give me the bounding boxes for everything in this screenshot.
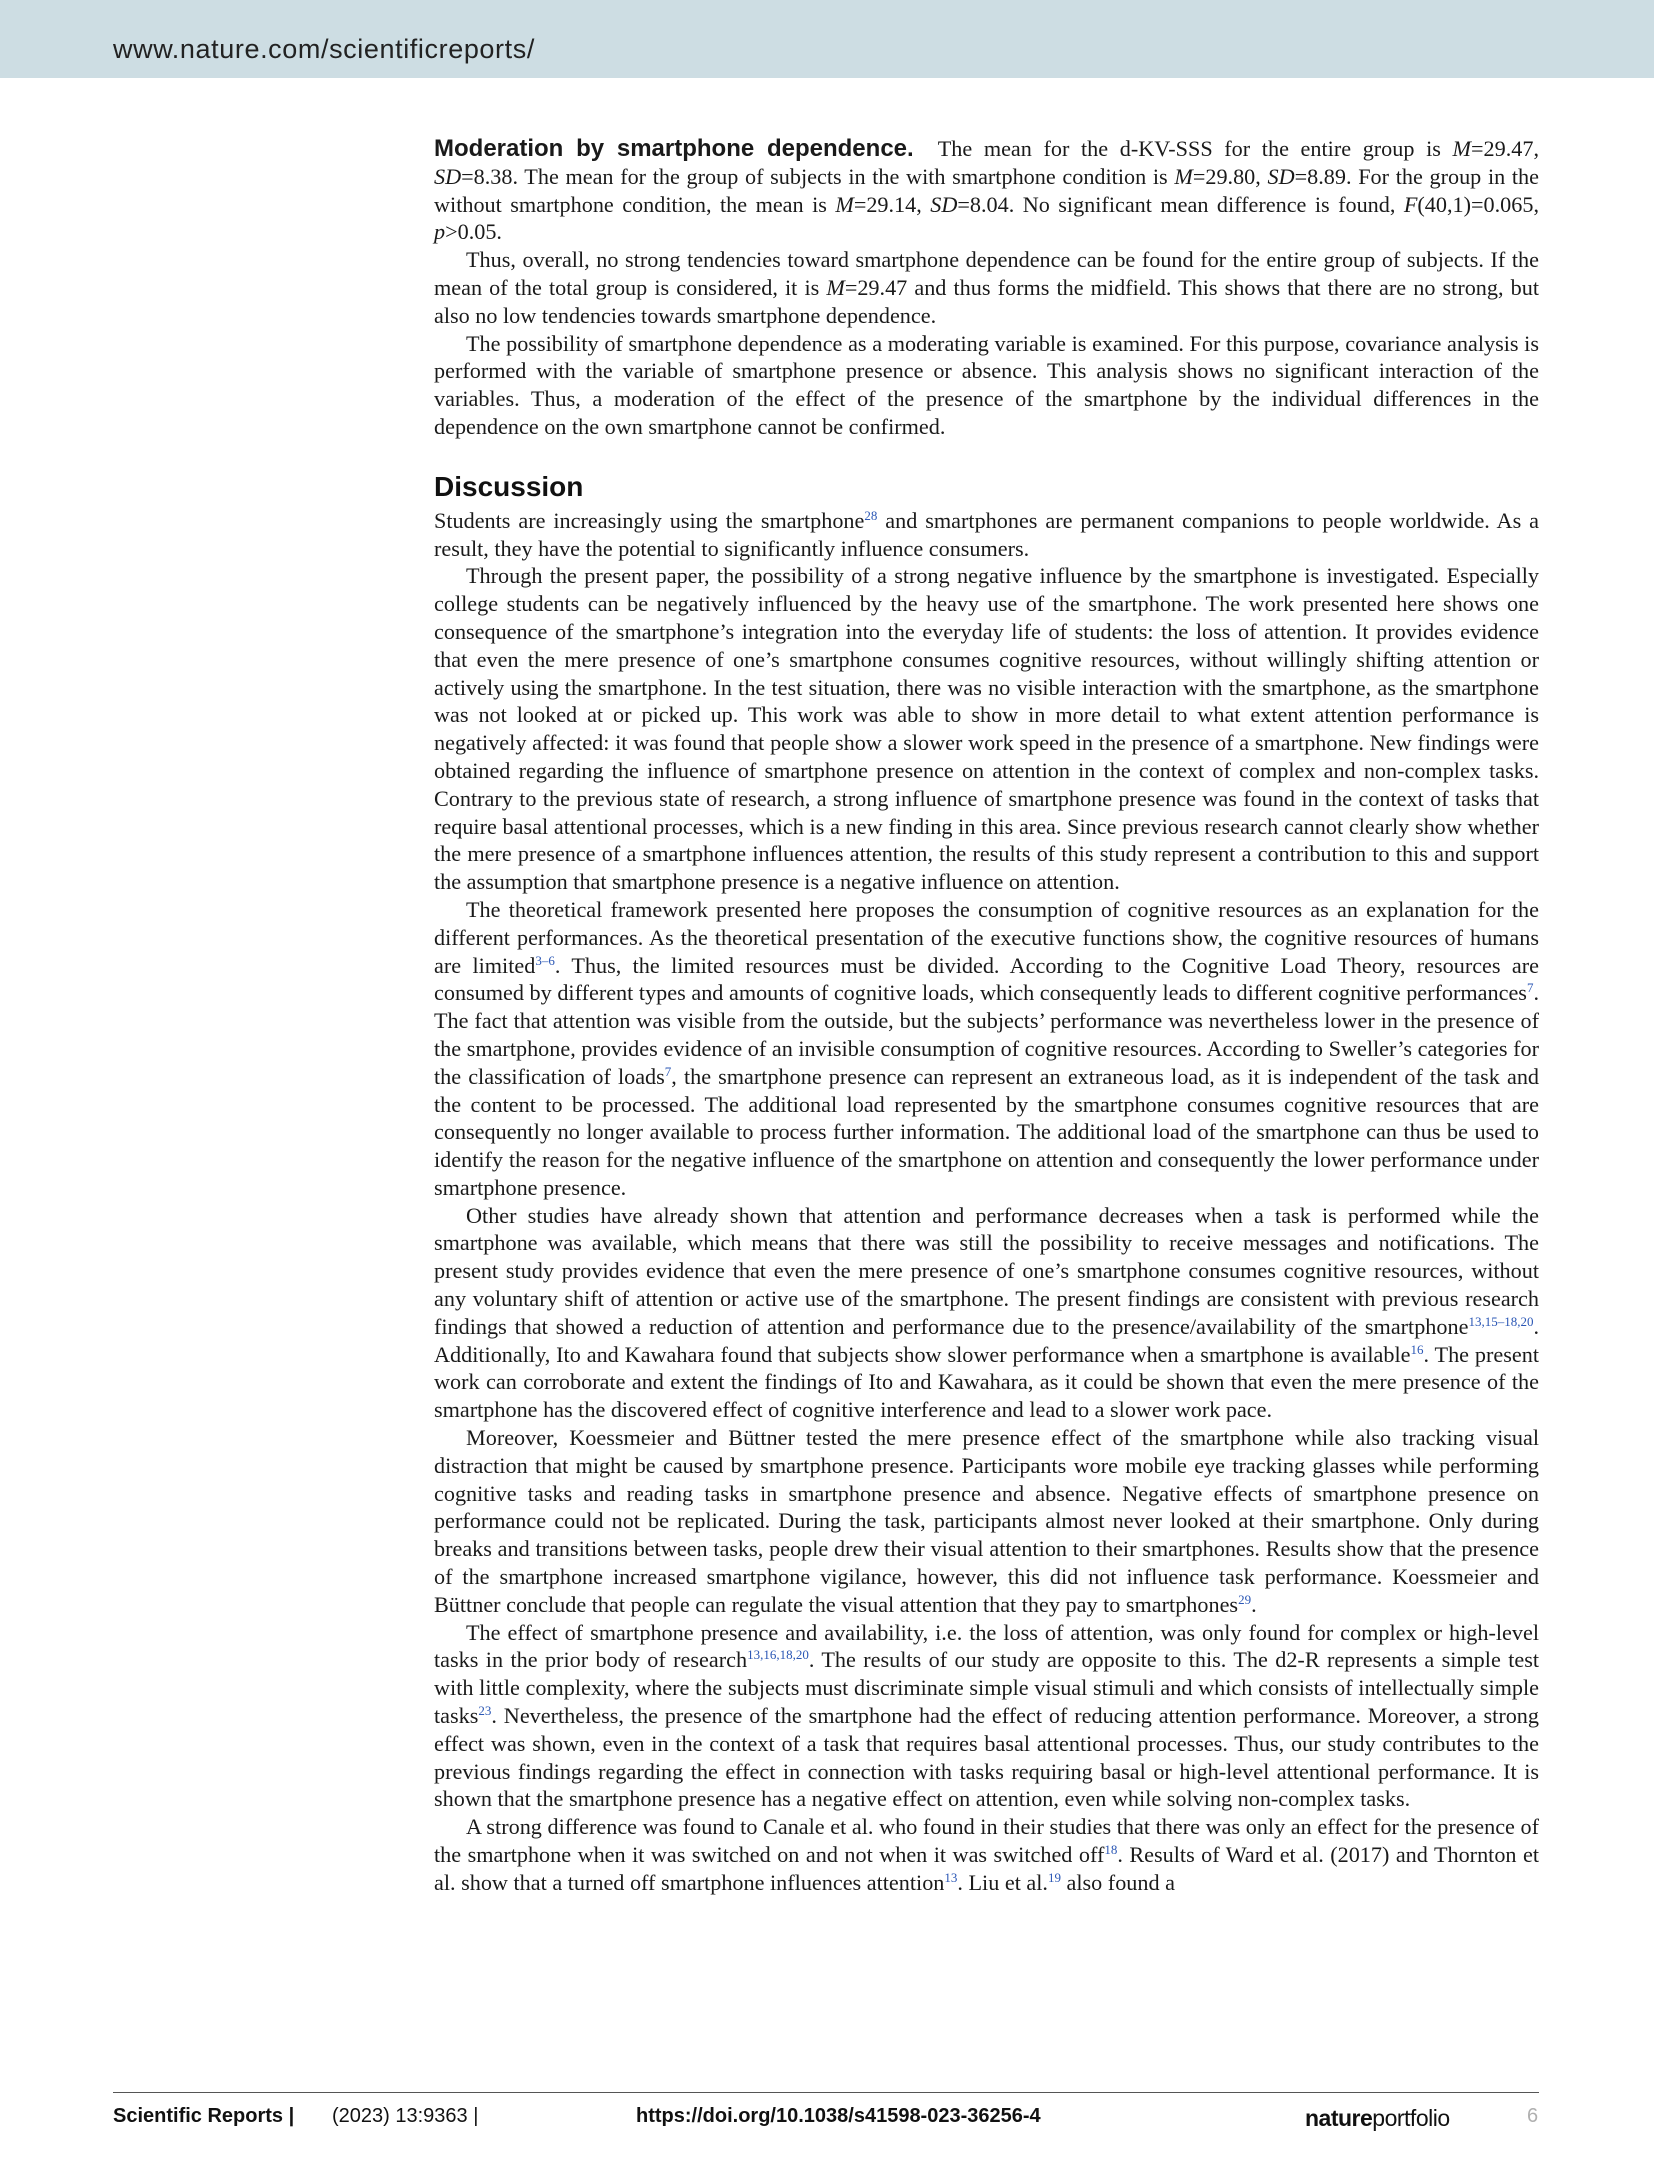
citation-link[interactable]: 28 [864,507,878,523]
header-bar [0,0,1654,78]
moderation-paragraph-3: The possibility of smartphone dependence as a moderating variable is examined. For this purpose, covariance analysis is performed with the variable of smartphone presence or absence. This analysis shows no significant interaction of the variables. Thus, a moderation of the effect of the presence of the smartphone by the individual differences in the dependence on the own smartphone cannot be confirmed. [434,330,1539,439]
citation-link[interactable]: 16 [1410,1341,1424,1357]
footer-divider [113,2092,1539,2093]
moderation-paragraph-2: Thus, overall, no strong tendencies toward smartphone dependence can be found for the entire group of subjects. If the mean of the total group is considered, it is M=29.47 and thus forms the midfield. This shows that there are no strong, but also no low tendencies towards smartphone dependence. [434,247,1539,328]
page-number: 6 [1527,2105,1539,2127]
citation-link[interactable]: 7 [1526,980,1534,996]
citation-link[interactable]: 19 [1047,1869,1061,1885]
discussion-paragraph-1: Students are increasingly using the smartphone$^{28}$ and smartphones are permanent companions to people worldwide. As a result, they have the potential to significantly influence consumers. [434,507,1540,561]
citation-link[interactable]: 29 [1238,1591,1252,1607]
discussion-paragraph-4: Other studies have already shown that attention and performance decreases when a task is performed while the smartphone was available, which means that there was still the possibility to receive messages and notifications. The present study provides evidence that even the mere presence of one’s smartphone consumes cognitive resources, without any voluntary shift of attention or active use of the smartphone. The present findings are consistent with previous research findings that showed a reduction of attention and performance due to the presence/availability of the smartphone$^{13,15-18,20}$. Additionally, Ito and Kawahara found that subjects show slower performance when a smartphone is available$^{16}$. The present work can corroborate and extent the findings of Ito and Kawahara, as it could be shown that even the mere presence of the smartphone has the discovered effect of cognitive interference and lead to a slower work pace. [434,1202,1539,1423]
site-url[interactable]: www.nature.com/scientificreports/ [113,34,535,64]
footer-journal-name: Scientific Reports | [113,2105,295,2127]
citation-link[interactable]: 13 [944,1869,958,1885]
nature-portfolio-logo: natureportfolio [1305,2105,1450,2131]
discussion-paragraph-2: Through the present paper, the possibility of a strong negative influence by the smartphone is investigated. Especially college students can be negatively influenced by the heavy use of the smartphone. The work presented here shows one consequence of the smartphone’s integration into the everyday life of students: the loss of attention. It provides evidence that even the mere presence of one’s smartphone consumes cognitive resources, without willingly shifting attention or actively using the smartphone. In the test situation, there was no visible interaction with the smartphone, as the smartphone was not looked at or picked up. This work was able to show in more detail to what extent attention performance is negatively affected: it was found that people show a slower work speed in the presence of a smartphone. New findings were obtained regarding the influence of smartphone presence on attention in the context of complex and non-complex tasks. Contrary to the previous state of research, a strong influence of smartphone presence was found in the context of tasks that require basal attentional processes, which is a new finding in this area. Since previous research cannot clearly show whether the mere presence of a smartphone influences attention, the results of this study represent a contribution to this and support the assumption that smartphone presence is a negative influence on attention. [434,563,1539,895]
citation-link[interactable]: 3–6 [535,952,555,968]
citation-link[interactable]: 13,16,18,20 [747,1647,809,1663]
discussion-paragraph-5: Moreover, Koessmeier and Büttner tested the mere presence effect of the smartphone while also tracking visual distraction that might be caused by smartphone presence. Participants wore mobile eye tracking glasses while performing cognitive tasks and reading tasks in smartphone presence and absence. Negative effects of smartphone presence on performance could not be replicated. During the task, participants almost never looked at their smartphone. Only during breaks and transitions between tasks, people drew their visual attention to their smartphones. Results show that the presence of the smartphone increased smartphone vigilance, however, this did not influence task performance. Koessmeier and Büttner conclude that people can regulate the visual attention that they pay to smartphones$^{29}$. [434,1425,1539,1617]
moderation-heading: Moderation by smartphone dependence. [434,135,914,162]
discussion-heading: Discussion [434,470,584,502]
citation-link[interactable]: 23 [478,1703,492,1719]
citation-link[interactable]: 13,15–18,20 [1468,1313,1534,1329]
footer-doi-link[interactable]: https://doi.org/10.1038/s41598-023-36256-4 [636,2105,1041,2127]
citation-link[interactable]: 18 [1104,1842,1118,1858]
article-body [434,135,1539,1897]
discussion-paragraph-6: The effect of smartphone presence and availability, i.e. the loss of attention, was only found for complex or high-level tasks in the prior body of research$^{13,16,18,20}$. The results of our study are opposite to this. The d2-R represents a simple test with little complexity, where the subjects must discriminate simple visual stimuli and which consists of intellectually simple tasks$^{23}$. Nevertheless, the presence of the smartphone had the effect of reducing attention performance. Moreover, a strong effect was shown, even in the context of a task that requires basal attentional processes. Thus, our study contributes to the previous findings regarding the effect in connection with tasks requiring basal or high-level attentional performance. It is shown that the smartphone presence has a negative effect on attention, even while solving non-complex tasks. [434,1619,1540,1812]
discussion-paragraph-7: A strong difference was found to Canale et al. who found in their studies that there was only an effect for the presence of the smartphone when it was switched on and not when it was switched off$^{18}$. Results of Ward et al. (2017) and Thornton et al. show that a turned off smartphone influences attention$^{13}$. Liu et al.$^{19}$ also found a [434,1814,1540,1895]
citation-link[interactable]: 7 [664,1063,672,1079]
moderation-paragraph-1: Moderation by smartphone dependence. The mean for the d-KV-SSS for the entire group is M=29.47, SD=8.38. The mean for the group of subjects in the with smartphone condition is M=29.80, SD=8.89. For the group in the without smartphone condition, the mean is M=29.14, SD=8.04. No significant mean difference is found, F(40,1)=0.065, p>0.05. [434,135,1540,245]
discussion-paragraph-3: The theoretical framework presented here proposes the consumption of cognitive resources as an explanation for the different performances. As the theoretical presentation of the executive functions show, the cognitive resources of humans are limited$^{3-6}$. Thus, the limited resources must be divided. According to the Cognitive Load Theory, resources are consumed by different types and amounts of cognitive loads, which consequently leads to different cognitive performances$^7$. The fact that attention was visible from the outside, but the subjects’ performance was nevertheless lower in the presence of the smartphone, provides evidence of an invisible consumption of cognitive resources. According to Sweller’s categories for the classification of loads$^7$, the smartphone presence can represent an extraneous load, as it is independent of the task and the content to be processed. The additional load represented by the smartphone consumes cognitive resources that are consequently no longer available to process further information. The additional load of the smartphone can thus be used to identify the reason for the negative influence of the smartphone on attention and consequently the lower performance under smartphone presence. [434,896,1540,1200]
footer-volume: (2023) 13:9363 | [332,2105,479,2127]
